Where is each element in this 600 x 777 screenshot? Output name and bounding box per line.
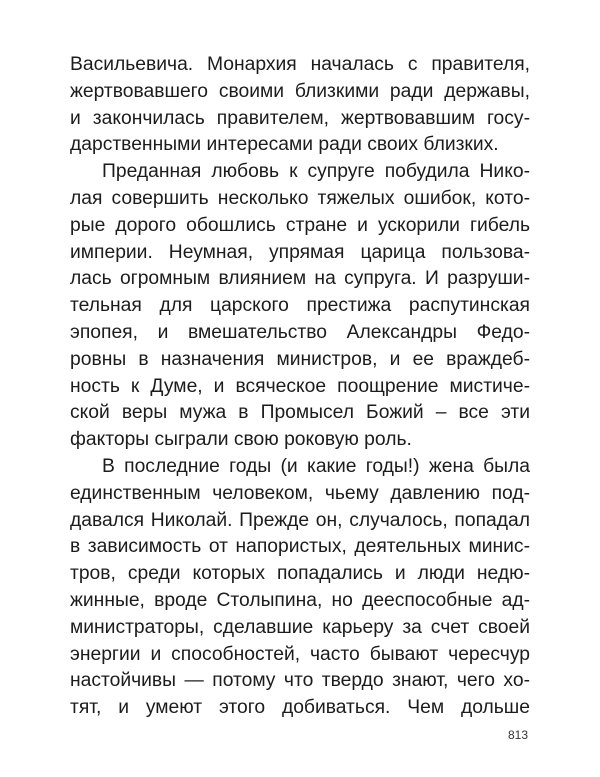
paragraph-1 xyxy=(70,52,530,159)
text-line: факторы сыграли свою роковую роль. xyxy=(70,429,412,451)
text-line: Преданная любовь к супруге побудила Нико- xyxy=(102,161,530,183)
paragraph-3 xyxy=(70,454,530,722)
text-line: дарственными интересами ради своих близких. xyxy=(70,134,499,156)
page-number: 813 xyxy=(507,728,528,742)
paragraph-2 xyxy=(70,159,530,454)
text-line: жертвовавшего своими близкими ради державы, xyxy=(70,80,530,102)
text-line: ровны в назначения министров, и ее враждеб- xyxy=(70,348,530,370)
text-line: в зависимость от напористых, деятельных минис- xyxy=(70,536,530,558)
text-line: В последние годы (и какие годы!) жена была xyxy=(102,455,530,477)
page-body xyxy=(70,52,530,722)
text-line: министраторы, сделавшие карьеру за счет своей xyxy=(70,616,530,638)
text-line: настойчивы — потому что твердо знают, чего хо- xyxy=(70,670,530,692)
text-line: лая совершить несколько тяжелых ошибок, кото- xyxy=(70,187,530,209)
text-line: ность к Думе, и всяческое поощрение мистиче- xyxy=(70,375,530,397)
text-line: энергии и способностей, часто бывают чересчур xyxy=(70,643,530,665)
text-line: тельная для царского престижа распутинская xyxy=(70,295,530,317)
text-line: империи. Неумная, упрямая царица пользова- xyxy=(70,241,530,263)
text-line: лась огромным влиянием на супруга. И разруши- xyxy=(70,268,530,290)
text-line: тров, среди которых попадались и люди недю- xyxy=(70,563,530,585)
text-line: и закончилась правителем, жертвовавшим госу- xyxy=(70,107,530,129)
text-line: жинные, вроде Столыпина, но дееспособные ад- xyxy=(70,589,530,611)
text-line: ской веры мужа в Промысел Божий – все эти xyxy=(70,402,530,424)
text-line: эпопея, и вмешательство Александры Федо- xyxy=(70,321,530,343)
text-line: рые дорого обошлись стране и ускорили гибель xyxy=(70,214,530,236)
text-line: Васильевича. Монархия началась с правителя, xyxy=(70,54,530,75)
text-line: единственным человеком, чьему давлению под- xyxy=(70,482,530,504)
text-line: тят, и умеют этого добиваться. Чем дольше xyxy=(70,697,530,719)
text-line: давался Николай. Прежде он, случалось, попадал xyxy=(70,509,530,531)
